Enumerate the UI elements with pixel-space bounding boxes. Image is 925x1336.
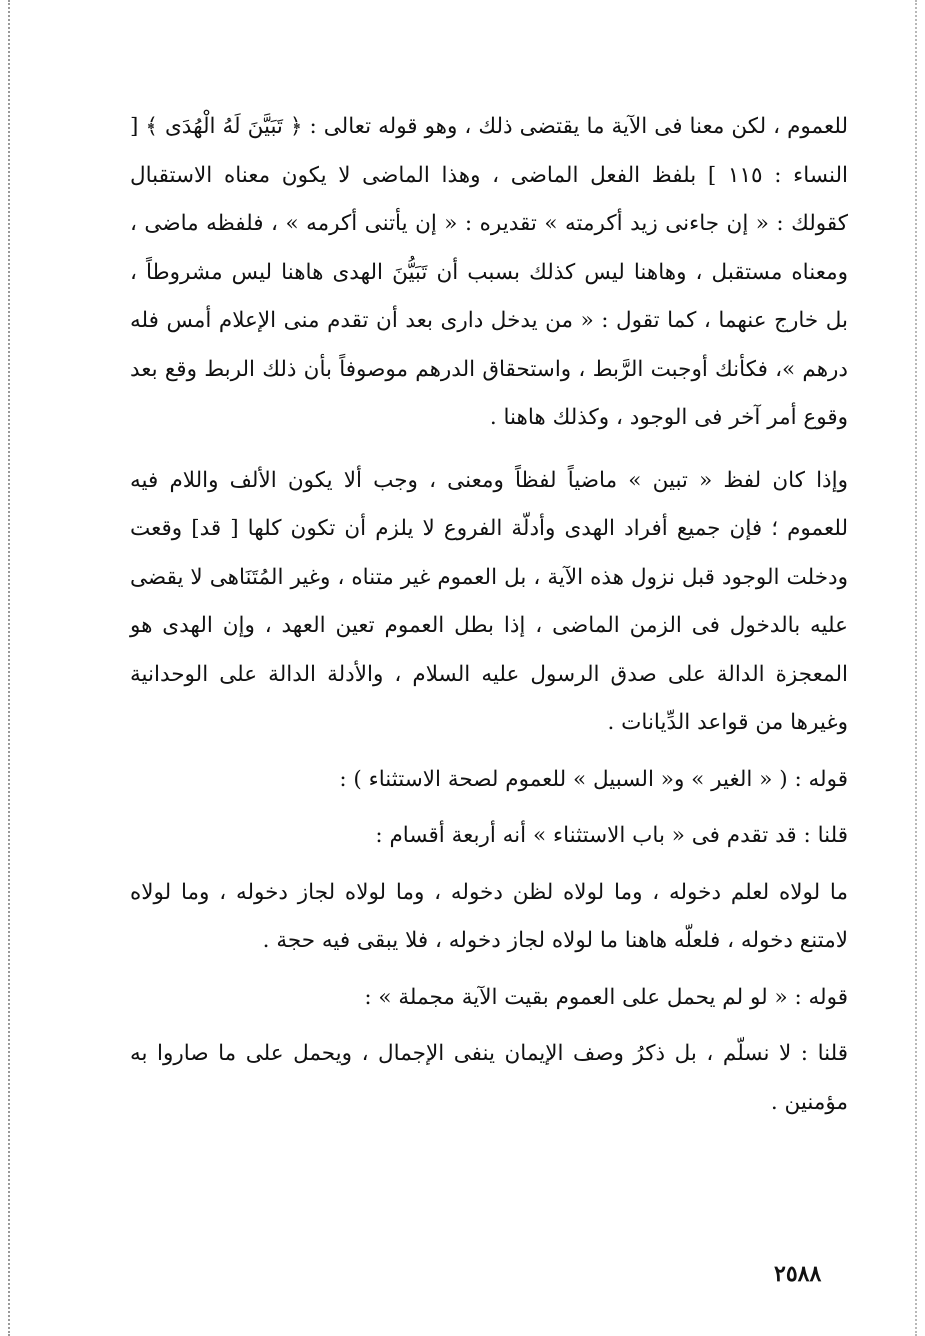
page-number: ٢٥٨٨ (774, 1261, 822, 1287)
gutter-dotted-line-right (915, 0, 917, 1336)
paragraph-5: ما لولاه لعلم دخوله ، وما لولاه لظن دخوله ، وما لولاه لجاز دخوله ، وما لولاه لامتنع دخوله ، فلعلّه هاهنا ما لولاه لجاز دخوله ، فلا يبقى فيه حجة . (130, 879, 848, 953)
paragraph-7: قلنا : لا نسلّم ، بل ذكرُ وصف الإيمان ينفى الإجمال ، ويحمل على ما صاروا به مؤمنين . (130, 1041, 848, 1115)
page-body (130, 103, 848, 1127)
gutter-dotted-line-left (8, 0, 10, 1336)
paragraph-3: قوله : ( « الغير » و« السبيل » للعموم لصحة الاستثناء ) : (339, 766, 848, 792)
paragraph-4: قلنا : قد تقدم فى « باب الاستثناء » أنه أربعة أقسام : (375, 823, 848, 848)
paragraph-1: للعموم ، لكن معنا فى الآية ما يقتضى ذلك ، وهو قوله تعالى : ﴿ تَبَيَّنَ لَهُ الْهُدَى ﴾ [ النساء : ١١٥ ] بلفظ الفعل الماضى ، وهذا الماضى لا يكون معناه الاستقبال كقولك : « إن جاءنى زيد أكرمته » تقديره : « إن يأتنى أكرمه » ، فلفظه ماضى ، ومعناه مستقبل ، وهاهنا ليس كذلك بسبب أن تَبَيُّنَ الهدى هاهنا ليس مشروطاً ، بل خارج عنهما ، كما تقول : « من يدخل دارى بعد أن تقدم منى الإعلام أمس فله درهم »، فكأنك أوجبت الرَّبط ، واستحقاق الدرهم موصوفاً بأن ذلك الربط وقع بعد وقوع أمر آخر فى الوجود ، وكذلك هاهنا . (130, 114, 849, 430)
paragraph-2: وإذا كان لفظ « تبين » ماضياً لفظاً ومعنى ، وجب ألا يكون الألف واللام فيه للعموم ؛ فإن جميع أفراد الهدى وأدلّة الفروع لا يلزم أن تكون كلها [ قد] وقعت ودخلت الوجود قبل نزول هذه الآية ، بل العموم غير متناه ، وغير المُتَنَاهى لا يقضى عليه بالدخول فى الزمن الماضى ، إذا بطل العموم تعين العهد ، وإن الهدى هو المعجزة الدالة على صدق الرسول عليه السلام ، والأدلة الدالة على الوحدانية وغيرها من قواعد الدِّيانات . (130, 467, 848, 735)
paragraph-6: قوله : « لو لم يحمل على العموم بقيت الآية مجملة » : (364, 984, 848, 1010)
